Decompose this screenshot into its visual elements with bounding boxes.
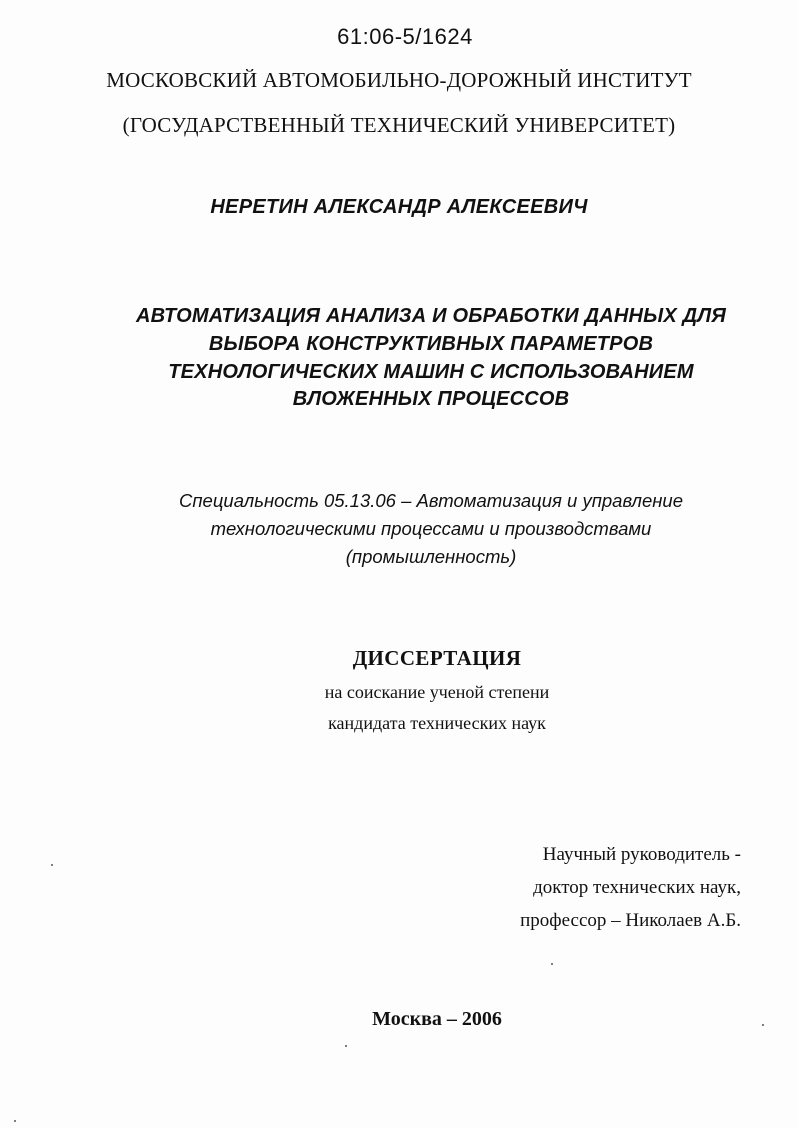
place-and-year: Москва – 2006 [372, 1008, 502, 1030]
title-line: ТЕХНОЛОГИЧЕСКИХ МАШИН С ИСПОЛЬЗОВАНИЕМ [168, 361, 694, 383]
specialty-line: (промышленность) [345, 546, 517, 567]
supervisor-role: Научный руководитель - [542, 844, 741, 865]
catalog-number: 61:06-5/1624 [337, 24, 473, 49]
institute-subtitle: (ГОСУДАРСТВЕННЫЙ ТЕХНИЧЕСКИЙ УНИВЕРСИТЕТ) [122, 113, 676, 137]
document-type-heading: ДИССЕРТАЦИЯ [352, 646, 522, 670]
title-line: ВЫБОРА КОНСТРУКТИВНЫХ ПАРАМЕТРОВ [208, 333, 654, 355]
specialty-line: технологическими процессами и производствами [210, 518, 652, 539]
degree-line: кандидата технических наук [328, 713, 546, 733]
scan-speck [551, 963, 553, 965]
supervisor-name: профессор – Николаев А.Б. [520, 910, 741, 931]
scan-speck [14, 1120, 16, 1122]
scan-speck [345, 1045, 347, 1047]
author-name: НЕРЕТИН АЛЕКСАНДР АЛЕКСЕЕВИЧ [210, 196, 588, 218]
specialty-line: Специальность 05.13.06 – Автоматизация и управление [179, 490, 683, 511]
title-line: АВТОМАТИЗАЦИЯ АНАЛИЗА И ОБРАБОТКИ ДАННЫХ ДЛЯ [135, 305, 727, 327]
degree-line: на соискание ученой степени [324, 682, 550, 702]
scan-speck [762, 1024, 764, 1026]
title-line: ВЛОЖЕННЫХ ПРОЦЕССОВ [292, 388, 570, 410]
institute-name: МОСКОВСКИЙ АВТОМОБИЛЬНО-ДОРОЖНЫЙ ИНСТИТУТ [106, 68, 692, 92]
supervisor-degree: доктор технических наук, [533, 877, 741, 898]
scan-speck [51, 864, 53, 866]
